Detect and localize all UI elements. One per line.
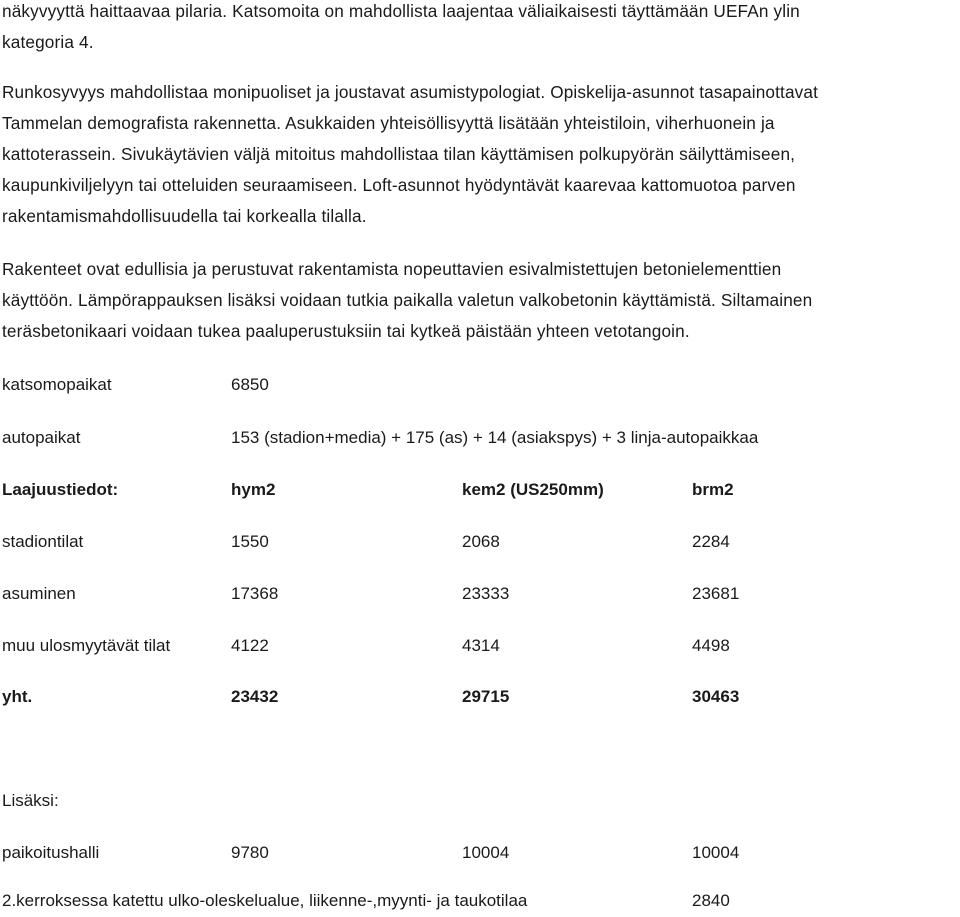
parking-value: 153 (stadion+media) + 175 (as) + 14 (asiakspys) + 3 linja-autopaikkaa: [231, 428, 759, 447]
table-cell: 4314: [462, 636, 500, 655]
text-line: kaupunkiviljelyyn tai otteluiden seuraamiseen. Loft-asunnot hyödyntävät kaarevaa kattomuotoa parven: [2, 175, 796, 195]
table-cell: 4122: [231, 636, 269, 655]
text-line: näkyvyyttä haittaavaa pilaria. Katsomoita on mahdollista laajentaa väliaikaisesti täyttämään UEFAn ylin: [2, 1, 800, 21]
table-cell: 4498: [692, 636, 730, 655]
seats-value: 6850: [231, 375, 269, 394]
table-cell: 17368: [231, 584, 279, 603]
text-line: käyttöön. Lämpörappauksen lisäksi voidaan tutkia paikalla valetun valkobetonin käyttämistä. Siltamainen: [2, 290, 813, 310]
text-line: rakentamismahdollisuudella tai korkealla tilalla.: [2, 206, 367, 226]
parking-label: autopaikat: [2, 428, 81, 447]
text-line: teräsbetonikaari voidaan tukea paaluperustuksiin tai kytkeä päistään yhteen vetotangoin.: [2, 321, 690, 341]
terrace-label: 2.kerroksessa katettu ulko-oleskelualue, liikenne-,myynti- ja taukotilaa: [2, 891, 528, 910]
text-line: kattoterassein. Sivukäytävien väljä mitoitus mahdollistaa tilan käyttämisen polkupyörän säilyttämiseen,: [2, 144, 796, 164]
table-cell: 2284: [692, 532, 730, 551]
table-total-cell: yht.: [2, 687, 33, 706]
table-cell: 23681: [692, 584, 740, 603]
table-total-cell: 29715: [462, 687, 510, 706]
paragraph-structures: [2, 254, 952, 347]
table-total-cell: 23432: [231, 687, 279, 706]
table-header-cell: brm2: [692, 480, 734, 499]
text-line: Rakenteet ovat edullisia ja perustuvat rakentamista nopeuttavien esivalmistettujen betonielementtien: [2, 259, 782, 279]
paragraph-housing: [2, 77, 952, 232]
table-cell: 9780: [231, 843, 269, 862]
table-cell: muu ulosmyytävät tilat: [2, 636, 171, 655]
table-header-cell: Laajuustiedot:: [2, 480, 119, 499]
table-cell: 10004: [462, 843, 510, 862]
extras-heading: Lisäksi:: [2, 791, 59, 810]
table-cell: 23333: [462, 584, 510, 603]
table-cell: paikoitushalli: [2, 843, 100, 862]
paragraph-stadium: [2, 0, 952, 58]
table-cell: 2068: [462, 532, 500, 551]
table-cell: 10004: [692, 843, 740, 862]
text-line: Tammelan demografista rakennetta. Asukkaiden yhteisöllisyyttä lisätään yhteistiloin, viherhuonein ja: [2, 113, 775, 133]
seats-label: katsomopaikat: [2, 375, 112, 394]
table-cell: stadiontilat: [2, 532, 84, 551]
table-cell: 1550: [231, 532, 269, 551]
table-header-cell: kem2 (US250mm): [462, 480, 604, 499]
text-line: Runkosyvyys mahdollistaa monipuoliset ja joustavat asumistypologiat. Opiskelija-asunnot tasapainottavat: [2, 82, 819, 102]
table-total-cell: 30463: [692, 687, 740, 706]
table-cell: asuminen: [2, 584, 76, 603]
terrace-value: 2840: [692, 891, 730, 910]
table-header-cell: hym2: [231, 480, 276, 499]
text-line: kategoria 4.: [2, 32, 94, 52]
